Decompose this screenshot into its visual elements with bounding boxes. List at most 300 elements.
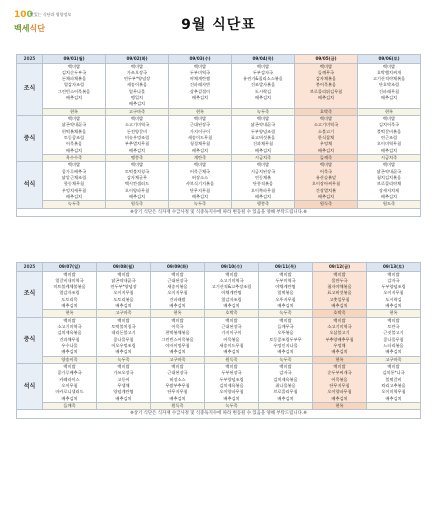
menu-item: 백미밥 xyxy=(279,364,292,370)
menu-item: 시금치된장국 xyxy=(250,168,276,174)
menu-item: 오이지무침 xyxy=(113,290,134,296)
menu-item: 백미밥 xyxy=(130,162,144,168)
menu-item: 오이장아찌무침 xyxy=(311,181,341,187)
menu-cell xyxy=(259,364,313,403)
porridge-row xyxy=(17,201,421,209)
menu-item: 단무지무침 xyxy=(167,389,188,395)
porridge-cell: 녹두죽 xyxy=(232,108,295,116)
menu-item: 두부감자국 xyxy=(252,69,274,75)
menu-item: 오뚜볶음 xyxy=(277,330,294,336)
porridge-cell: 고구마죽 xyxy=(97,310,151,318)
menu-item: 배추김치 xyxy=(277,349,294,355)
porridge-cell: 들깨죽 xyxy=(295,154,358,162)
menu-item: 열무나물 xyxy=(128,88,146,94)
menu-item: 가쓰오장국 xyxy=(113,370,134,376)
menu-item: 배추김치 xyxy=(115,302,132,308)
menu-item: 백미밥 xyxy=(333,364,346,370)
menu-cell xyxy=(106,162,169,201)
menu-item: 도토리볶음 xyxy=(113,296,134,302)
menu-item: 어묵볶음 xyxy=(65,141,83,147)
menu-item: 백미밥 xyxy=(279,317,292,323)
menu-item: 닭곤약내끓국 xyxy=(376,168,402,174)
menu-item: 배추김치 xyxy=(128,193,146,199)
menu-item: 근짓불고기 xyxy=(383,330,404,336)
menu-item: 백미밥 xyxy=(256,162,270,168)
menu-item: 무쌈부추무침 xyxy=(165,382,190,388)
menu-item: 데리돈불고기 xyxy=(111,330,136,336)
porridge-cell: 행쫑죽 xyxy=(232,201,295,209)
menu-item: 열떡볶음 xyxy=(277,290,294,296)
menu-item: 허장소스 xyxy=(169,376,186,382)
menu-item: 배추김치 xyxy=(65,147,83,153)
menu-item: 백미밥 xyxy=(63,364,76,370)
menu-cell xyxy=(313,271,367,310)
date-header-cell: 09/06(토) xyxy=(358,55,421,64)
menu-item: 김치제육볶음 xyxy=(57,330,82,336)
menu-item: 오이무침 xyxy=(61,382,78,388)
menu-item: 편떡볶채볶음 xyxy=(165,330,190,336)
menu-item: 가지이구이 xyxy=(189,128,211,134)
menu-item: 새송이드무침 xyxy=(187,134,213,140)
menu-item: 두부된장국 xyxy=(221,370,242,376)
meal-row xyxy=(17,271,421,310)
menu-item: 근대된장국 xyxy=(189,122,211,128)
menu-item: 단호박조림 xyxy=(378,82,400,88)
porridge-cell: 고구마죽 xyxy=(367,356,421,364)
menu-item: 두부미역국 xyxy=(189,69,211,75)
menu-cell xyxy=(259,271,313,310)
menu-item: 가쓰오장국 xyxy=(126,69,148,75)
menu-item: 어오우멍조림 xyxy=(111,342,136,348)
menu-cell xyxy=(232,162,295,201)
menu-item: 배추김치 xyxy=(128,147,146,153)
menu-cell xyxy=(43,364,97,403)
porridge-cell: 현록 xyxy=(313,402,367,410)
date-header-cell: 09/07(일) xyxy=(43,263,97,272)
menu-item: 건조발자볶음 xyxy=(250,82,276,88)
menu-cell xyxy=(169,116,232,155)
menu-item: 고기산적&고추장조림 xyxy=(211,284,252,290)
menu-item: 콩나물무침 xyxy=(383,336,404,342)
menu-item: 첨치김치볶음 xyxy=(376,174,402,180)
porridge-cell: 현록 xyxy=(169,108,232,116)
date-header-cell: 09/11(목) xyxy=(259,263,313,272)
menu-cell xyxy=(295,116,358,155)
menu-item: 두부양념조림 xyxy=(250,128,276,134)
logo-name-b: 식단 xyxy=(29,24,45,33)
menu-item: 두부미역국 xyxy=(275,277,296,283)
menu-item: 연근조림 xyxy=(380,134,398,140)
menu-item: 브로콜리튀김무침 xyxy=(309,88,343,94)
menu-item: 새송이볶음 xyxy=(126,82,148,88)
menu-item: 상추겉절이 xyxy=(189,88,211,94)
menu-item: 배추김치 xyxy=(331,395,348,401)
menu-item: 부추멸치무침 xyxy=(124,141,150,147)
meal-label: 조식 xyxy=(17,63,43,116)
porridge-cell: 원둑죽 xyxy=(295,201,358,209)
menu-item: 백미밥 xyxy=(63,271,76,277)
porridge-cell: 호박죽 xyxy=(295,108,358,116)
menu-item: 돈채파채볶음 xyxy=(61,76,87,82)
menu-item: 오이양파무침 xyxy=(327,389,352,395)
menu-item: 닭알근채조림 xyxy=(61,174,87,180)
menu-item: 건파래쌈 xyxy=(169,296,186,302)
menu-item: 소고기미역국 xyxy=(124,122,150,128)
date-header-cell: 09/03(수) xyxy=(169,55,232,64)
menu-item: 핫동채무침 xyxy=(63,181,85,187)
menu-item: 배추김치 xyxy=(385,395,402,401)
menu-item: 단풍적볶음 xyxy=(252,181,274,187)
menu-item: 감자채볶음 xyxy=(315,76,337,82)
date-header-row xyxy=(17,263,421,272)
menu-item: 배추김치 xyxy=(223,302,240,308)
menu-item: 배추김치 xyxy=(254,94,272,100)
menu-item: 들깨무국 xyxy=(317,69,335,75)
menu-item: 백미밥 xyxy=(117,317,130,323)
menu-item: 샤브식기지볶음 xyxy=(185,181,215,187)
porridge-cell: 녹두죽 xyxy=(259,310,313,318)
menu-cell xyxy=(313,317,367,356)
menu-item: 배추김치 xyxy=(317,94,335,100)
menu-item: 머슈우멍조림 xyxy=(124,134,150,140)
menu-item: 백미밥 xyxy=(225,317,238,323)
menu-item: 배추김치 xyxy=(331,349,348,355)
menu-item: 토떡볼치칭국 xyxy=(124,168,150,174)
menu-item: 우엉치캐무침 xyxy=(61,187,87,193)
menu-item: 우엉채 xyxy=(333,342,346,348)
menu-item: 도시락김 xyxy=(385,296,402,302)
porridge-row xyxy=(17,356,421,364)
menu-item: 배추김치 xyxy=(61,349,78,355)
menu-item: 두부양념조림 xyxy=(381,284,406,290)
menu-item: 맹입치 xyxy=(130,94,144,100)
menu-item: 배추김치 xyxy=(191,147,209,153)
menu-item: 백미밥 xyxy=(117,364,130,370)
menu-item: 고춧잎무침 xyxy=(329,296,350,302)
page-title: 9월 식단표 xyxy=(181,17,256,33)
date-header-cell: 09/04(목) xyxy=(232,55,295,64)
porridge-cell xyxy=(259,402,313,410)
menu-cell xyxy=(43,63,106,108)
date-header-cell: 09/09(화) xyxy=(151,263,205,272)
menu-item: 들깨무국 xyxy=(277,324,294,330)
menu-item: 백미밥 xyxy=(193,162,207,168)
menu-item: 김치순두부국 xyxy=(61,69,87,75)
date-header-cell: 09/05(금) xyxy=(295,55,358,64)
menu-item: 백미밥 xyxy=(279,271,292,277)
logo-number-b: 0 xyxy=(26,10,33,20)
menu-item: 새송이드무침 xyxy=(219,342,244,348)
menu-item: 근대된장국 xyxy=(221,324,242,330)
menu-cell xyxy=(259,317,313,356)
menu-item: 야자이멍무침 xyxy=(165,342,190,348)
menu-item: 도토리묵 xyxy=(61,296,78,302)
menu-item: 백미밥 xyxy=(382,162,396,168)
menu-item: 허장소스 xyxy=(191,174,209,180)
meal-label: 중식 xyxy=(17,116,43,162)
menu-item: 오이쪽파무침 xyxy=(250,187,276,193)
porridge-cell: 녹두죽 xyxy=(205,402,259,410)
meal-row xyxy=(17,162,421,201)
porridge-cell: 현록 xyxy=(43,108,106,116)
menu-cell xyxy=(151,317,205,356)
menu-item: 배추김치 xyxy=(191,94,209,100)
menu-item: 무생채 xyxy=(117,382,130,388)
menu-item: 소고기미역국 xyxy=(313,122,339,128)
porridge-cell: 시금치죽 xyxy=(358,154,421,162)
menu-item: 열갈비내미역국 xyxy=(55,277,84,283)
menu-item: 고기산적야채볶음 xyxy=(372,76,406,82)
menu-item: 순두부찌개국 xyxy=(327,370,352,376)
menu-cell xyxy=(43,271,97,310)
menu-item: 백미밥 xyxy=(193,116,207,122)
menu-item: 배추김치 xyxy=(385,349,402,355)
menu-item: 배추김치 xyxy=(65,94,83,100)
menu-item: 백미밥 xyxy=(225,364,238,370)
menu-item: 단무지무침 xyxy=(329,382,350,388)
menu-cell xyxy=(358,63,421,108)
menu-item: 건과채무침 xyxy=(59,336,80,342)
menu-item: 감자국 xyxy=(387,277,400,283)
menu-item: 오뚜지무침 xyxy=(275,296,296,302)
menu-item: 그린빈스어묵볶음 xyxy=(57,88,91,94)
menu-item: 배추김치 xyxy=(254,193,272,199)
menu-item: 배추김치 xyxy=(169,395,186,401)
menu-item: 도시락김 xyxy=(254,88,272,94)
menu-cell xyxy=(169,162,232,201)
menu-item: 배추김치 xyxy=(191,193,209,199)
menu-item: 브로콜리무침 xyxy=(273,389,298,395)
porridge-cell xyxy=(367,402,421,410)
menu-item: 김치제육볶음 xyxy=(273,376,298,382)
menu-cell xyxy=(106,63,169,108)
porridge-cell: 녹두죽 xyxy=(97,356,151,364)
menu-item: 배추김치 xyxy=(277,302,294,308)
menu-item: 소불고기 xyxy=(317,128,335,134)
menu-item: 연두부*양념장 xyxy=(110,284,137,290)
menu-item: 토둥콩조림두부무 xyxy=(269,336,302,342)
meal-row xyxy=(17,116,421,155)
porridge-cell: 양송이죽 xyxy=(43,356,97,364)
week-2-menu-table xyxy=(16,262,421,419)
menu-item: 배추김치 xyxy=(169,349,186,355)
menu-cell xyxy=(295,63,358,108)
menu-cell xyxy=(169,63,232,108)
menu-cell xyxy=(97,364,151,403)
porridge-row xyxy=(17,402,421,410)
porridge-row xyxy=(17,310,421,318)
menu-item: 백미밥 xyxy=(130,63,144,69)
menu-cell xyxy=(97,317,151,356)
menu-item: 토둥콩조림 xyxy=(63,134,85,140)
meal-row xyxy=(17,63,421,108)
menu-item: 토란국 xyxy=(387,324,400,330)
year-cell: 2025 xyxy=(17,263,43,272)
menu-item: 배추김치 xyxy=(223,395,240,401)
menu-item: 부추양배추무침 xyxy=(325,336,354,342)
menu-item: 상세저치제 xyxy=(378,187,400,193)
menu-item: 오이미역무침 xyxy=(376,141,402,147)
menu-item: 어묵볶음 xyxy=(223,336,240,342)
menu-item: 김치통*니국 xyxy=(382,370,405,376)
menu-item: 김치어묵국 xyxy=(378,122,400,128)
notice-row xyxy=(17,410,421,419)
menu-item: 닭곤약내끓국 xyxy=(111,277,136,283)
menu-item: 어묵근채국 xyxy=(189,168,211,174)
menu-cell xyxy=(295,162,358,201)
porridge-cell: 옥수수죽 xyxy=(43,154,106,162)
menu-item: 표고버섯볶음 xyxy=(250,134,276,140)
notice-text: ※상기 식단은 식자재 수급사정 및 식중독지수에 따라 변동될 수 있음을 양해 부탁드립니다.※ xyxy=(17,410,421,419)
menu-cell xyxy=(151,271,205,310)
menu-item: 배추김치 xyxy=(380,147,398,153)
menu-item: 첨자야채볶음 xyxy=(327,284,352,290)
menu-item: 단무지무침 xyxy=(189,187,211,193)
menu-item: 고등어 xyxy=(117,376,130,382)
menu-cell xyxy=(313,364,367,403)
year-cell: 2025 xyxy=(17,55,43,64)
menu-cell xyxy=(367,364,421,403)
menu-item: 간장멸치볶 xyxy=(315,187,337,193)
menu-item: 열감자조림 xyxy=(221,296,242,302)
menu-item: 편떡볶채볶음 xyxy=(61,128,87,134)
menu-item: 백미밥 xyxy=(193,63,207,69)
menu-item: 소고기미역국 xyxy=(219,277,244,283)
menu-item: 아채계란찜 xyxy=(221,290,242,296)
menu-item: 배추김치 xyxy=(115,349,132,355)
porridge-cell xyxy=(97,402,151,410)
menu-item: 백미밥 xyxy=(63,317,76,323)
menu-item: 열감자조림 xyxy=(59,290,80,296)
logo-name-a: 백세 xyxy=(14,24,30,33)
menu-cell xyxy=(358,116,421,155)
porridge-cell: 들깨죽 xyxy=(43,402,97,410)
menu-item: 배추김치 xyxy=(331,302,348,308)
menu-item: 닭곤약내끓국 xyxy=(61,122,87,128)
porridge-cell: 녹두죽 xyxy=(259,356,313,364)
porridge-cell: 원둑죽 xyxy=(205,356,259,364)
menu-item: 물만두국 xyxy=(331,277,348,283)
menu-item: 우엉인지나물 xyxy=(273,342,298,348)
menu-item: 백미밥 xyxy=(333,317,346,323)
menu-item: 오이지무침 xyxy=(383,290,404,296)
porridge-cell: 땡쫑죽 xyxy=(106,154,169,162)
menu-item: 배추김치 xyxy=(385,302,402,308)
menu-item: 배추김치 xyxy=(380,193,398,199)
meal-row xyxy=(17,317,421,356)
menu-item: 근대된장국 xyxy=(167,277,188,283)
menu-item: 배추김치 xyxy=(61,395,78,401)
menu-cell xyxy=(43,116,106,155)
menu-item: 배추김치 xyxy=(169,302,186,308)
menu-item: 열감자조림 xyxy=(63,82,85,88)
menu-cell xyxy=(232,63,295,108)
menu-item: 배추김치 xyxy=(317,147,335,153)
logo-tagline: 맛있는 식단과 영양정보 xyxy=(30,12,72,17)
menu-cell xyxy=(205,364,259,403)
menu-item: 연두부*양념장 xyxy=(123,76,151,82)
menu-item: 표고버섯볶음 xyxy=(327,290,352,296)
menu-item: 배추김치 xyxy=(65,193,83,199)
porridge-cell: 호박죽 xyxy=(205,310,259,318)
menu-item: 야채계란찜 xyxy=(189,76,211,82)
menu-item: 콩가루배추국 xyxy=(57,370,82,376)
porridge-cell: 현록 xyxy=(43,310,97,318)
menu-item: 백미밥 xyxy=(171,271,184,277)
menu-item: 가지이구이 xyxy=(221,330,242,336)
menu-item: 건파래무침 xyxy=(378,88,400,94)
menu-cell xyxy=(43,317,97,356)
meal-label: 조식 xyxy=(17,271,43,317)
menu-item: 유산슬볶덮 xyxy=(315,174,337,180)
menu-item: 어묵국 xyxy=(171,324,184,330)
menu-item: 우엉채 xyxy=(319,141,333,147)
menu-item: 오이지무침 xyxy=(167,290,188,296)
date-header-cell: 09/01(월) xyxy=(43,55,106,64)
menu-item: 새송이볶음 xyxy=(167,284,188,290)
menu-item: 카레라이스 xyxy=(59,376,80,382)
porridge-cell: 고구마죽 xyxy=(106,108,169,116)
menu-item: 김치제육볶음 xyxy=(219,382,244,388)
menu-item: 감자국 xyxy=(279,370,292,376)
menu-item: 연동채볶 xyxy=(254,174,272,180)
menu-item: 미트볼케체볼볶음 xyxy=(53,284,86,290)
date-header-row xyxy=(17,55,421,64)
porridge-cell: 고구마죽 xyxy=(151,356,205,364)
menu-item: 배추김치 xyxy=(115,395,132,401)
date-header-cell: 09/08(월) xyxy=(97,263,151,272)
menu-item: 백미밥 xyxy=(387,317,400,323)
porridge-cell: 원둑죽 xyxy=(106,201,169,209)
menu-item: 백미밥 xyxy=(67,63,81,69)
porridge-cell: 현록 xyxy=(313,356,367,364)
menu-item: 백미밥 xyxy=(319,116,333,122)
menu-item: 소고기미역국 xyxy=(57,324,82,330)
porridge-cell: 원도죽 xyxy=(358,201,421,209)
porridge-cell: 녹두죽 xyxy=(169,201,232,209)
menu-item: 건파래자반 xyxy=(189,82,211,88)
menu-item: 양념계란찜 xyxy=(113,389,134,395)
date-header-cell: 09/10(수) xyxy=(205,263,259,272)
menu-item: 배추김치 xyxy=(277,395,294,401)
menu-item: 야채계란찜 xyxy=(275,284,296,290)
menu-item: 백미밥 xyxy=(67,162,81,168)
menu-item: 백미밥 xyxy=(256,116,270,122)
menu-item: 배추김치 xyxy=(128,101,146,107)
menu-cell xyxy=(205,271,259,310)
menu-cell xyxy=(232,116,295,155)
menu-item: 백미밥 xyxy=(67,116,81,122)
menu-item: 꽈리고추볶음 xyxy=(381,382,406,388)
porridge-cell: 현록 xyxy=(151,310,205,318)
porridge-cell: 현록 xyxy=(358,108,421,116)
menu-item: 돈전양갈비 xyxy=(126,128,148,134)
menu-item: 근대된장국 xyxy=(167,370,188,376)
menu-cell xyxy=(151,364,205,403)
menu-item: 맥시칸샐러드 xyxy=(124,181,150,187)
menu-item: 어묵볶음 xyxy=(331,376,348,382)
date-header-cell: 09/12(금) xyxy=(313,263,367,272)
porridge-cell: 원둑죽 xyxy=(151,402,205,410)
menu-item: 백미밥 xyxy=(256,63,270,69)
porridge-row xyxy=(17,108,421,116)
menu-item: 배추김치 xyxy=(61,302,78,308)
meal-label: 중식 xyxy=(17,317,43,363)
menu-item: 브로콜리야채 xyxy=(376,181,402,187)
porridge-cell: 현록 xyxy=(367,310,421,318)
menu-item: 백미밥 xyxy=(387,271,400,277)
porridge-row xyxy=(17,154,421,162)
